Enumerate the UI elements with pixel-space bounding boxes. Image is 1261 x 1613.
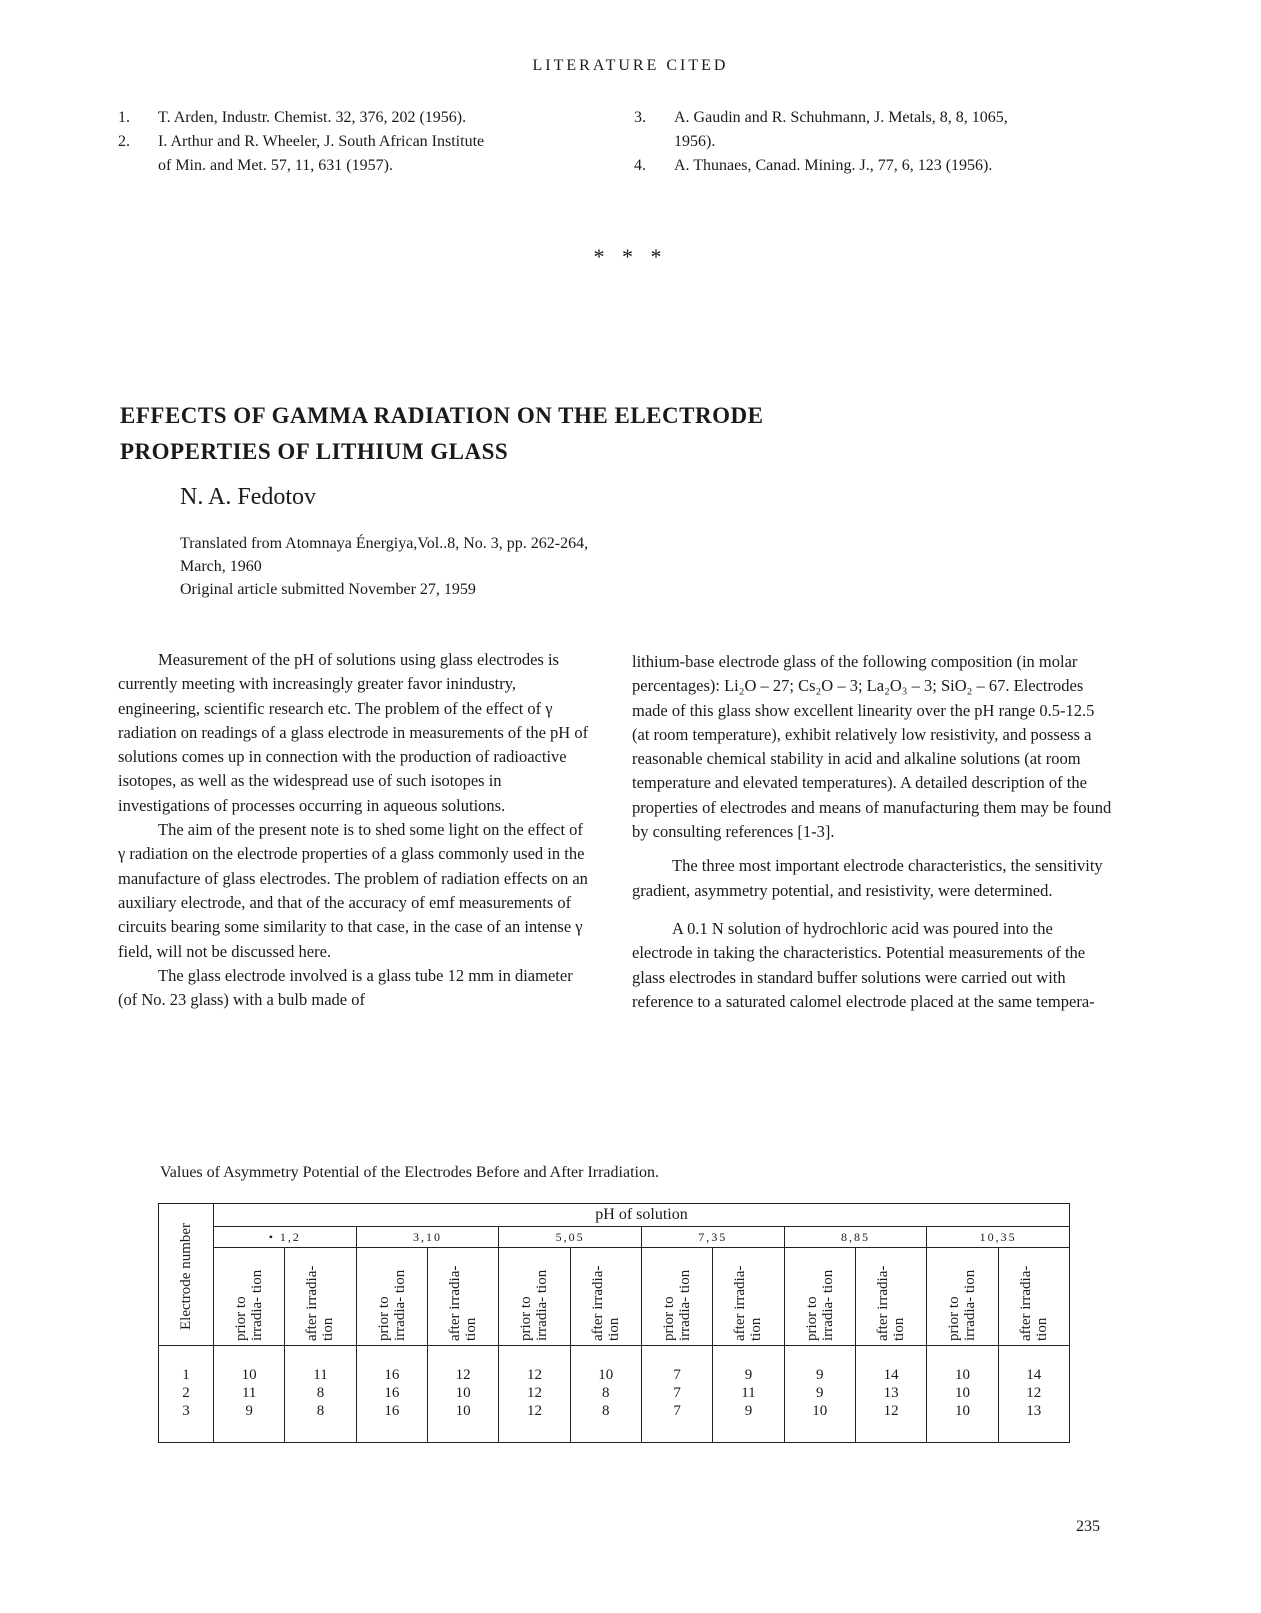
paragraph: The three most important electrode characteristics, the sensitivity gradient, asymmetry potential, and resistivity, were determined. <box>632 856 1103 900</box>
table-cell: 10 10 10 <box>927 1346 998 1443</box>
right-column <box>632 650 1112 1014</box>
ph-header: pH of solution <box>214 1204 1070 1227</box>
reference-1 <box>118 106 598 130</box>
reference-text: of Min. and Met. 57, 11, 631 (1957). <box>158 157 393 174</box>
prior-header: prior to irradia- tion <box>784 1248 855 1346</box>
article-title <box>120 398 763 470</box>
prior-header: prior to irradia- tion <box>214 1248 285 1346</box>
table-cell: 12 10 10 <box>427 1346 498 1443</box>
ph-value: 10,35 <box>927 1227 1070 1248</box>
prior-header: prior to irradia- tion <box>356 1248 427 1346</box>
ph-value: 7,35 <box>641 1227 784 1248</box>
reference-number: 4. <box>634 157 646 174</box>
translation-date: March, 1960 <box>180 558 262 575</box>
paragraph: The glass electrode involved is a glass tube 12 mm in diameter (of No. 23 glass) with a bulb made of <box>118 965 573 1010</box>
reference-text: A. Gaudin and R. Schuhmann, J. Metals, 8, 8, 1065, <box>674 109 1008 126</box>
ph-value: 5,05 <box>499 1227 642 1248</box>
reference-number: 3. <box>634 109 646 126</box>
reference-number: 1. <box>118 109 130 126</box>
reference-text: 1956). <box>674 133 716 150</box>
article-title-line: EFFECTS OF GAMMA RADIATION ON THE ELECTRODE <box>120 403 764 428</box>
prior-header: prior to irradia- tion <box>641 1248 712 1346</box>
after-header: after irradia- tion <box>713 1248 784 1346</box>
table-cell: 14 13 12 <box>855 1346 926 1443</box>
ph-value: 8,85 <box>784 1227 927 1248</box>
electrode-number-header: Electrode number <box>159 1204 214 1346</box>
article-metadata <box>180 532 588 601</box>
paragraph: Measurement of the pH of solutions using glass electrodes is currently meeting with increasingly greater favor inindustry, engineering, scientific research etc. The problem of the effect of γ radiation on readings of a glass electrode in measurements of the pH of solutions comes up in connection with the production of radioactive isotopes, as well as the widespread use of such isotopes in investigations of processes occurring in aqueous solutions. <box>118 650 589 815</box>
submission-date: Original article submitted November 27, 1959 <box>180 581 476 598</box>
table-cell: 7 7 7 <box>641 1346 712 1443</box>
ph-value: • 1,2 <box>214 1227 357 1248</box>
reference-text: A. Thunaes, Canad. Mining. J., 77, 6, 123 (1956). <box>674 157 993 174</box>
table-cell: 10 8 8 <box>570 1346 641 1443</box>
electrode-numbers: 1 2 3 <box>159 1346 214 1443</box>
reference-4 <box>634 154 1134 178</box>
after-header: after irradia- tion <box>427 1248 498 1346</box>
table-cell: 12 12 12 <box>499 1346 570 1443</box>
reference-3 <box>634 106 1134 154</box>
after-header: after irradia- tion <box>285 1248 356 1346</box>
ph-value: 3,10 <box>356 1227 499 1248</box>
paragraph: The aim of the present note is to shed some light on the effect of γ radiation on the electrode properties of a glass commonly used in the manufacture of glass electrodes. The problem of radiation effects on an auxiliary electrode, and that of the accuracy of emf measurements of circuits bearing some similarity to that case, in the case of an intense γ field, will not be discussed here. <box>118 820 588 961</box>
translation-source: Translated from Atomnaya Énergiya,Vol..8, No. 3, pp. 262-264, <box>180 535 589 552</box>
page-number: 235 <box>1076 1518 1100 1535</box>
author-name: N. A. Fedotov <box>180 484 317 510</box>
reference-2 <box>118 130 598 178</box>
table-caption: Values of Asymmetry Potential of the Electrodes Before and After Irradiation. <box>160 1164 659 1181</box>
asymmetry-potential-table <box>158 1203 1070 1443</box>
table-cell: 10 11 9 <box>214 1346 285 1443</box>
paragraph: A 0.1 N solution of hydrochloric acid was poured into the electrode in taking the characteristics. Potential measurements of the glass electrodes in standard buffer solutions were carried out with reference to a saturated calomel electrode placed at the same tempera- <box>632 918 1095 1011</box>
table-cell: 14 12 13 <box>998 1346 1069 1443</box>
prior-header: prior to irradia- tion <box>927 1248 998 1346</box>
table-cell: 9 9 10 <box>784 1346 855 1443</box>
table-cell: 11 8 8 <box>285 1346 356 1443</box>
reference-text: I. Arthur and R. Wheeler, J. South African Institute <box>158 133 485 150</box>
article-title-line: PROPERTIES OF LITHIUM GLASS <box>120 439 509 464</box>
literature-cited-heading: LITERATURE CITED <box>532 57 729 74</box>
after-header: after irradia- tion <box>570 1248 641 1346</box>
table-cell: 9 11 9 <box>713 1346 784 1443</box>
paragraph: lithium-base electrode glass of the following composition (in molar percentages): Li₂O – 27; Cs₂O – 3; La₂O₃ – 3; SiO₂ – 67. Electrodes made of this glass show excellent linearity over the pH range 0.5-12.5 (at room temperature), exhibit relatively low resistivity, and possess a reasonable chemical stability in acid and alkaline solutions (at room temperature and elevated temperatures). A detailed description of the properties of electrodes and means of manufacturing them may be found by consulting references [1-3]. <box>632 652 1112 842</box>
after-header: after irradia- tion <box>855 1248 926 1346</box>
table-cell: 16 16 16 <box>356 1346 427 1443</box>
prior-header: prior to irradia- tion <box>499 1248 570 1346</box>
reference-number: 2. <box>118 133 130 150</box>
after-header: after irradia- tion <box>998 1248 1069 1346</box>
section-separator: * * * <box>593 244 668 269</box>
left-column <box>118 648 594 1012</box>
reference-text: T. Arden, Industr. Chemist. 32, 376, 202 (1956). <box>158 109 467 126</box>
